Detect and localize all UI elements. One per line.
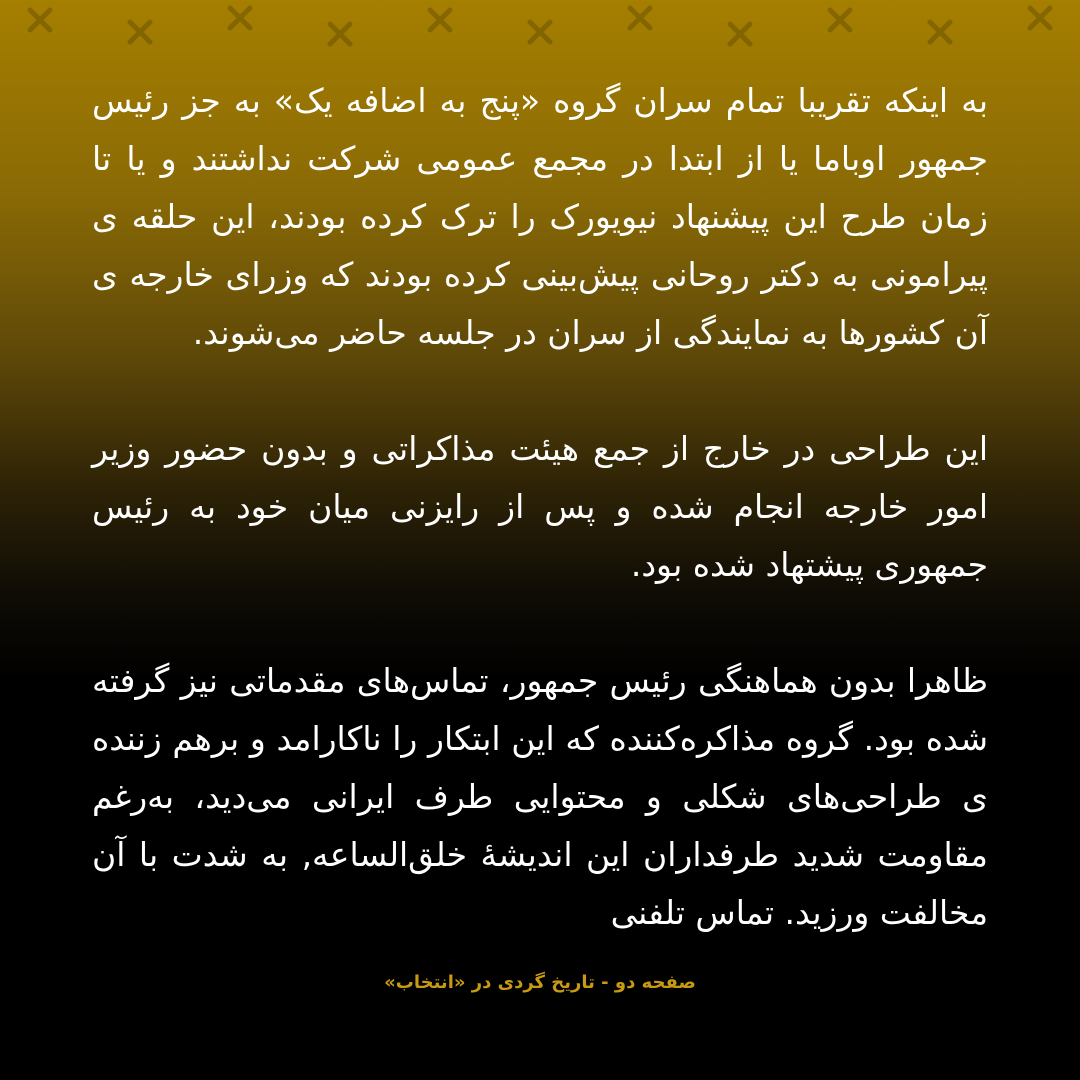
paragraph-3: ظاهرا بدون هماهنگی رئیس جمهور، تماس‌های مقدماتی نیز گرفته شده بود. گروه مذاکره‌کننده که این ابتکار را ناکارامد و برهم زننده ی طراحی‌های شکلی و محتوایی طرف ایرانی می‌دید، به‌رغم مقاومت شدید طرفداران این اندیشهٔ خلق‌الساعه, به شدت با آن مخالفت ورزید. تماس تلفنی xyxy=(92,661,988,932)
article-body xyxy=(92,72,988,942)
footer-caption: صفحه دو - تاریخ گردی در «انتخاب» xyxy=(384,972,696,993)
paragraph-1: به اینکه تقریبا تمام سران گروه «پنج به اضافه یک» به جز رئیس جمهور اوباما یا از ابتدا در مجمع عمومی شرکت نداشتند و یا تا زمان طرح این پیشنهاد نیویورک را ترک کرده بودند، این حلقه ی پیرامونی به دکتر روحانی پیش‌بینی کرده بودند که وزرای خارجه ی آن کشورها به نمایندگی از سران در جلسه حاضر می‌شوند. xyxy=(92,81,988,352)
decorative-x-pattern xyxy=(0,0,1080,70)
paragraph-2: این طراحی در خارج از جمع هیئت مذاکراتی و بدون حضور وزیر امور خارجه انجام شده و پس از رایزنی میان خود به رئیس جمهوری پیشتهاد شده بود. xyxy=(92,429,988,584)
